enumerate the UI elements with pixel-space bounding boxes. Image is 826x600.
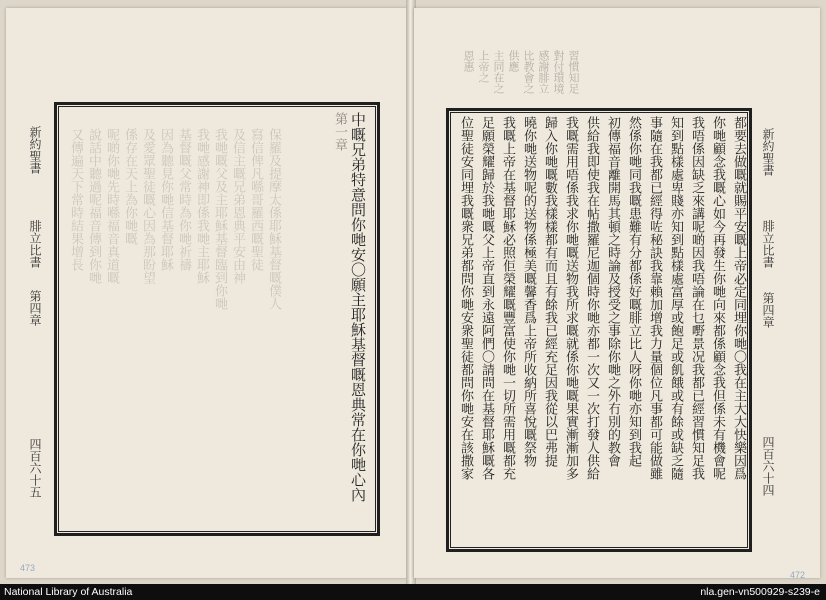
bleed-column: 及信主嘅兄弟恩典平安由神 [230, 128, 245, 284]
right-page-number: 四百六十四 [761, 436, 775, 496]
left-pencil-mark: 473 [20, 563, 36, 573]
bleed-note: 恩惠 [462, 50, 475, 72]
right-text-column: 然係你哋同我嘅患難有分都係好嘅腓立比人呀你哋亦知到我起 [626, 116, 641, 467]
left-text-column-1: 中嘅兄弟特意問你哋安〇願主耶穌基督嘅恩典常在你哋心內 [349, 112, 367, 502]
bleed-column: 基督嘅父常時為你哋祈禱 [176, 128, 191, 271]
bleed-column: 係存在天上為你哋嘅 [122, 128, 137, 245]
right-text-column: 都要去做嘅就賜平安嘅上帝必定同埋你哋〇我在主大大快樂因爲 [731, 116, 746, 480]
left-text-frame [54, 102, 380, 536]
bleed-note: 上帝之 [477, 50, 490, 83]
bleed-column: 保羅及提摩太係耶穌基督嘅僕人 [266, 128, 281, 310]
right-text-column: 足願榮耀歸於我哋嘅父上帝直到永遠阿們〇請問在基督耶穌嘅各 [479, 116, 494, 480]
right-text-column: 位聖徒安同埋我嘅衆兄弟都問你哋安衆聖徒都問你哋安在該撒家 [458, 116, 473, 480]
bleed-note: 比教會之 [522, 50, 535, 94]
left-header-title: 新約聖書 [28, 126, 42, 174]
left-text-column-2: 第一章 [332, 112, 347, 151]
bleed-column: 寫信俾凡喺哥羅西嘅聖徒 [248, 128, 263, 271]
left-page-number: 四百六十五 [28, 438, 42, 498]
bleed-column: 呢啲你哋先時喺福音真道嘅 [104, 128, 119, 284]
bleed-note: 習慣知足 [567, 50, 580, 94]
footer-institution: National Library of Australia [4, 586, 133, 598]
bleed-note: 主同在之 [492, 50, 505, 94]
right-pencil-mark: 472 [790, 570, 806, 580]
bleed-note: 供應 [507, 50, 520, 72]
left-header-chapter: 第四章 [28, 290, 42, 326]
bleed-column: 說話中聽過呢福音傳到你哋 [86, 128, 101, 284]
bleed-column: 我哋嘅父及主耶穌基督臨到你哋 [212, 128, 227, 310]
right-text-column: 曉你哋送物呢的送物係極美嘅馨香爲上帝所收納所喜悅嘅祭物 [521, 116, 536, 467]
right-text-column: 我嘅需用唔係我求你哋嘅送物我所求嘅就係你哋嘅果實漸漸加多 [563, 116, 578, 480]
left-page [6, 8, 410, 578]
right-text-column: 事隨在我都已經得咗秘訣我靠賴加增我力量個位凡事都可能做雖 [647, 116, 662, 480]
right-text-columns [454, 116, 746, 540]
right-header-title: 新約聖書 [761, 128, 775, 176]
bleed-column: 因為聽見你哋信基督耶穌 [158, 128, 173, 271]
bleed-note: 感謝腓立 [537, 50, 550, 94]
right-text-column: 供給我即使我在帖撒羅尼迦個時你哋亦都一次又一次打發人供給 [584, 116, 599, 480]
bleed-column: 及愛眾聖徒嘅心因為那盼望 [140, 128, 155, 284]
bleed-note: 對付環境 [552, 50, 565, 94]
left-header-book: 腓立比書 [28, 220, 42, 268]
bleed-column: 我哋感謝神即係我哋主耶穌 [194, 128, 209, 284]
bleed-column: 又傳遍天下常時結果增長 [68, 128, 83, 271]
right-text-column: 歸入你哋嘅數我樣樣都有而且有餘我已經充足因我從以巴弗提 [542, 116, 557, 467]
right-text-column: 我唔係因缺乏來講呢啲因我唔論在乜嘢景况我都已經習慣知足我 [689, 116, 704, 480]
right-header-book: 腓立比書 [761, 220, 775, 268]
right-text-column: 知到點樣處卑賤亦知到點樣處富厚或飽足或飢餓或有餘或缺乏隨 [668, 116, 683, 480]
right-page [414, 8, 820, 578]
right-text-column: 我嘅上帝在基督耶穌必照佢榮耀嘅豐富使你哋一切所需用嘅都充 [500, 116, 515, 480]
right-header-chapter: 第四章 [761, 292, 775, 328]
right-text-column: 初傳福音離開馬其頓之時論及授受之事除你哋之外冇別的教會 [605, 116, 620, 467]
footer-identifier: nla.gen-vn500929-s239-e [700, 586, 820, 598]
footer-bar [0, 584, 826, 600]
right-text-column: 你哋顧念我嘅心如今再發生你哋向來都係顧念我但係未有機會呢 [710, 116, 725, 480]
right-bleed-through [462, 50, 579, 94]
